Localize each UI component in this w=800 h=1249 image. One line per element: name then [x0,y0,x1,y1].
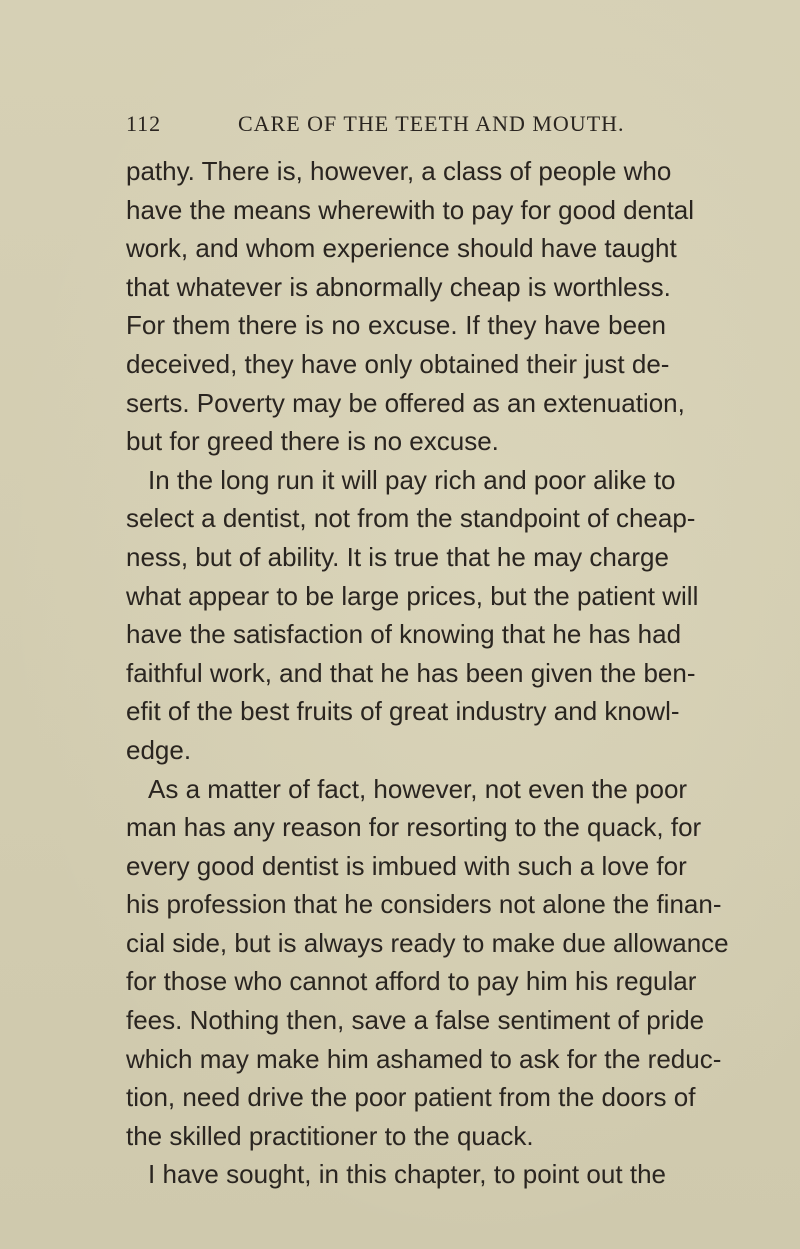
text-line: For them there is no excuse. If they have been [126,310,666,341]
body-text [126,152,729,1194]
text-line: efit of the best fruits of great industry and knowl- [126,696,680,727]
text-line: pathy. There is, however, a class of people who [126,156,672,186]
text-line: have the means wherewith to pay for good dental [126,194,695,225]
text-line: In the long run it will pay rich and poor alike to [148,464,676,495]
running-title: CARE OF THE TEETH AND MOUTH. [238,111,625,136]
running-header [126,103,666,143]
text-line: cial side, but is always ready to make due allowance [126,927,729,958]
text-line: for those who cannot afford to pay him his regular [126,966,697,997]
text-line: every good dentist is imbued with such a love for [126,850,687,881]
page-number: 112 [126,111,162,136]
text-line: As a matter of fact, however, not even the poor [148,773,688,804]
text-line: his profession that he considers not alone the finan- [126,889,722,920]
text-line: have the satisfaction of knowing that he has had [126,619,682,650]
text-line: man has any reason for resorting to the quack, for [126,812,702,843]
text-line: I have sought, in this chapter, to point out the [148,1159,666,1190]
text-line: the skilled practitioner to the quack. [126,1120,534,1151]
text-line: serts. Poverty may be offered as an extenuation, [126,387,685,418]
text-line: edge. [126,734,192,765]
text-line: select a dentist, not from the standpoint of cheap- [126,503,696,534]
text-line: faithful work, and that he has been given the ben- [126,657,696,688]
text-line: deceived, they have only obtained their just de- [126,348,670,379]
text-line: which may make him ashamed to ask for the reduc- [126,1043,722,1074]
text-line: that whatever is abnormally cheap is worthless. [126,271,671,302]
text-line: ness, but of ability. It is true that he may charge [126,541,669,572]
text-line: work, and whom experience should have taught [126,233,677,264]
text-line: what appear to be large prices, but the patient will [126,580,699,611]
text-line: but for greed there is no excuse. [126,426,499,457]
text-line: fees. Nothing then, save a false sentiment of pride [126,1005,705,1036]
text-line: tion, need drive the poor patient from the doors of [126,1082,696,1113]
